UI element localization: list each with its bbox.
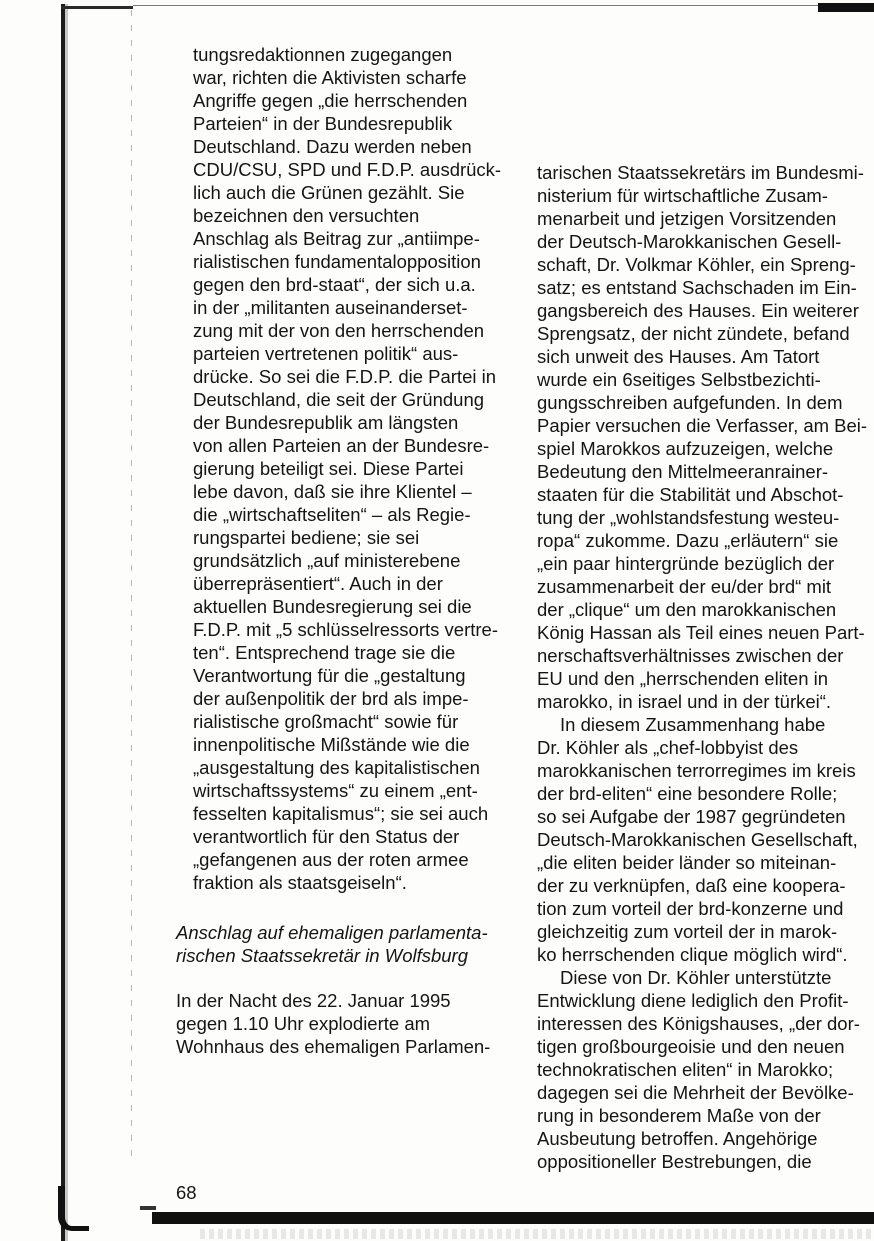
right-column-line: Ausbeutung betroffen. Angehörige	[537, 1128, 818, 1149]
right-column-paragraph	[537, 161, 867, 713]
left-column-line: Wohnhaus des ehemaligen Parlamen-	[176, 1036, 491, 1057]
right-column-line: rung in besonderem Maße von der	[537, 1105, 821, 1126]
right-column-line: schaft, Dr. Volkmar Köhler, ein Spreng-	[537, 254, 856, 275]
scan-edge-bottom-tail	[140, 1206, 156, 1210]
section-heading-line: rischen Staatssekretär in Wolfsburg	[176, 945, 469, 966]
right-column-line: der Deutsch-Marokkanischen Gesell-	[537, 231, 842, 252]
page-number-block	[176, 1181, 197, 1204]
left-column-line: in der „militanten auseinanderset-	[193, 297, 468, 318]
right-column-line: der „clique“ um den marokkanischen	[537, 599, 837, 620]
right-column-line: technokratischen eliten“ in Marokko;	[537, 1059, 834, 1080]
right-column-line: tarischen Staatssekretärs im Bundesmi-	[537, 162, 864, 183]
right-column-line: sich unweit des Hauses. Am Tatort	[537, 346, 820, 367]
left-column-line: Parteien“ in der Bundesrepublik	[193, 113, 453, 134]
right-column-line: der brd-eliten“ eine besondere Rolle;	[537, 783, 838, 804]
right-column-line: gungsschreiben aufgefunden. In dem	[537, 392, 843, 413]
left-column-line: „gefangenen aus der roten armee	[193, 849, 469, 870]
left-column-line: gegen den brd-staat“, der sich u.a.	[193, 274, 476, 295]
scan-edge-left-top	[61, 6, 133, 9]
right-column-line: interessen des Königshauses, „der dor-	[537, 1013, 860, 1034]
left-column-line: aktuellen Bundesregierung sei die	[193, 596, 472, 617]
left-column-line: rialistische großmacht“ sowie für	[193, 711, 459, 732]
right-column-line: Dr. Köhler als „chef-lobbyist des	[537, 737, 799, 758]
right-column-line: König Hassan als Teil eines neuen Part-	[537, 622, 865, 643]
right-column-line: ko herrschenden clique möglich wird“.	[537, 944, 848, 965]
right-column-line: nerschaftsverhältnisses zwischen der	[537, 645, 844, 666]
left-column-line: gierung beteiligt sei. Diese Partei	[193, 458, 464, 479]
left-column-line: von allen Parteien an der Bundesre-	[193, 435, 490, 456]
right-column-line: marokkanischen terrorregimes im kreis	[537, 760, 856, 781]
right-column-paragraph	[537, 966, 867, 1173]
right-column-line: der zu verknüpfen, daß eine koopera-	[537, 875, 846, 896]
right-column-line: nisterium für wirtschaftliche Zusam-	[537, 185, 828, 206]
scan-gutter-line	[131, 10, 132, 1160]
scan-edge-left-shade	[65, 4, 68, 1241]
left-column-line: gegen 1.10 Uhr explodierte am	[176, 1013, 431, 1034]
left-column-line: war, richten die Aktivisten scharfe	[193, 67, 467, 88]
left-column-line: ten“. Entsprechend trage sie die	[193, 642, 456, 663]
left-column-line: wirtschaftssystems“ zu einem „ent-	[193, 780, 478, 801]
right-column-line: oppositioneller Bestrebungen, die	[537, 1151, 812, 1172]
right-column-line: gleichzeitig zum vorteil der in marok-	[537, 921, 838, 942]
left-column-line: zung mit der von den herrschenden	[193, 320, 485, 341]
left-column-line: „ausgestaltung des kapitalistischen	[193, 757, 480, 778]
right-column-line: zusammenarbeit der eu/der brd“ mit	[537, 576, 832, 597]
right-column-line: gangsbereich des Hauses. Ein weiterer	[537, 300, 859, 321]
right-column-line: In diesem Zusammenhang habe	[560, 714, 826, 735]
left-column-line: parteien vertretenen politik“ aus-	[193, 343, 459, 364]
left-column-line: die „wirtschaftseliten“ – als Regie-	[193, 504, 471, 525]
left-column-line: In der Nacht des 22. Januar 1995	[176, 990, 451, 1011]
right-column-line: wurde ein 6seitiges Selbstbezichti-	[537, 369, 821, 390]
page-number: 68	[176, 1182, 197, 1203]
scan-edge-bottom	[152, 1212, 874, 1224]
right-column-line: Deutsch-Marokkanischen Gesellschaft,	[537, 829, 858, 850]
right-column-line: Diese von Dr. Köhler unterstützte	[560, 967, 832, 988]
left-column-line: grundsätzlich „auf ministerebene	[193, 550, 461, 571]
left-column-line: bezeichnen den versuchten	[193, 205, 420, 226]
section-heading-line: Anschlag auf ehemaligen parlamenta-	[176, 922, 488, 943]
left-column-line: Deutschland, die seit der Gründung	[193, 389, 485, 410]
left-column-line: F.D.P. mit „5 schlüsselressorts vertre-	[193, 619, 498, 640]
left-column-line: Anschlag als Beitrag zur „antiimpe-	[193, 228, 480, 249]
left-column-line: Verantwortung für die „gestaltung	[193, 665, 466, 686]
left-column-line: Deutschland. Dazu werden neben	[193, 136, 472, 157]
right-column-line: EU und den „herrschenden eliten in	[537, 668, 829, 689]
left-column-line: fesselten kapitalismus“; sie sei auch	[193, 803, 489, 824]
right-column-line: Bedeutung den Mittelmeeranrainer-	[537, 461, 829, 482]
left-column-line: rialistischen fundamentalopposition	[193, 251, 481, 272]
left-column-line: der außenpolitik der brd als impe-	[193, 688, 469, 709]
right-column-line: dagegen sei die Mehrheit der Bevölke-	[537, 1082, 854, 1103]
right-column-line: Entwicklung diene lediglich den Profit-	[537, 990, 849, 1011]
left-column-line: CDU/CSU, SPD und F.D.P. ausdrück-	[193, 159, 502, 180]
right-column-line: marokko, in israel und in der türkei“.	[537, 691, 832, 712]
right-column-line: ropa“ zukomme. Dazu „erläutern“ sie	[537, 530, 839, 551]
right-column-line: menarbeit und jetzigen Vorsitzenden	[537, 208, 837, 229]
right-column-line: „die eliten beider länder so miteinan-	[537, 852, 837, 873]
scan-edge-top	[133, 5, 821, 6]
right-column-line: so sei Aufgabe der 1987 gegründeten	[537, 806, 846, 827]
scan-edge-top-right	[818, 3, 874, 12]
right-column	[537, 161, 867, 1173]
left-column-line: lich auch die Grünen gezählt. Sie	[193, 182, 465, 203]
left-column-paragraph	[176, 989, 490, 1058]
right-column-line: tion zum vorteil der brd-konzerne und	[537, 898, 844, 919]
left-column-paragraph	[193, 43, 501, 894]
scan-corner-mark	[58, 1186, 89, 1231]
left-column-line: innenpolitische Mißstände wie die	[193, 734, 470, 755]
left-column-line: lebe davon, daß sie ihre Klientel –	[193, 481, 472, 502]
left-column-line: Angriffe gegen „die herrschenden	[193, 90, 468, 111]
scan-bleed-through	[200, 1229, 874, 1239]
left-column-line: fraktion als staatsgeiseln“.	[193, 872, 407, 893]
left-column-line: überrepräsentiert“. Auch in der	[193, 573, 443, 594]
left-column-line: rungspartei bediene; sie sei	[193, 527, 420, 548]
right-column-line: tigen großbourgeoisie und den neuen	[537, 1036, 845, 1057]
left-column-line: verantwortlich für den Status der	[193, 826, 460, 847]
right-column-line: satz; es entstand Sachschaden im Ein-	[537, 277, 857, 298]
right-column-line: Sprengsatz, der nicht zündete, befand	[537, 323, 850, 344]
left-column-line: tungsredaktionnen zugegangen	[193, 44, 453, 65]
right-column-line: staaten für die Stabilität und Abschot-	[537, 484, 844, 505]
right-column-line: Papier versuchen die Verfasser, am Bei-	[537, 415, 868, 436]
left-column-line: drücke. So sei die F.D.P. die Partei in	[193, 366, 497, 387]
left-column-line: der Bundesrepublik am längsten	[193, 412, 459, 433]
right-column-paragraph	[537, 713, 867, 966]
right-column-line: tung der „wohlstandsfestung westeu-	[537, 507, 840, 528]
right-column-line: „ein paar hintergründe bezüglich der	[537, 553, 835, 574]
right-column-line: spiel Marokkos aufzuzeigen, welche	[537, 438, 834, 459]
section-heading	[176, 921, 488, 967]
